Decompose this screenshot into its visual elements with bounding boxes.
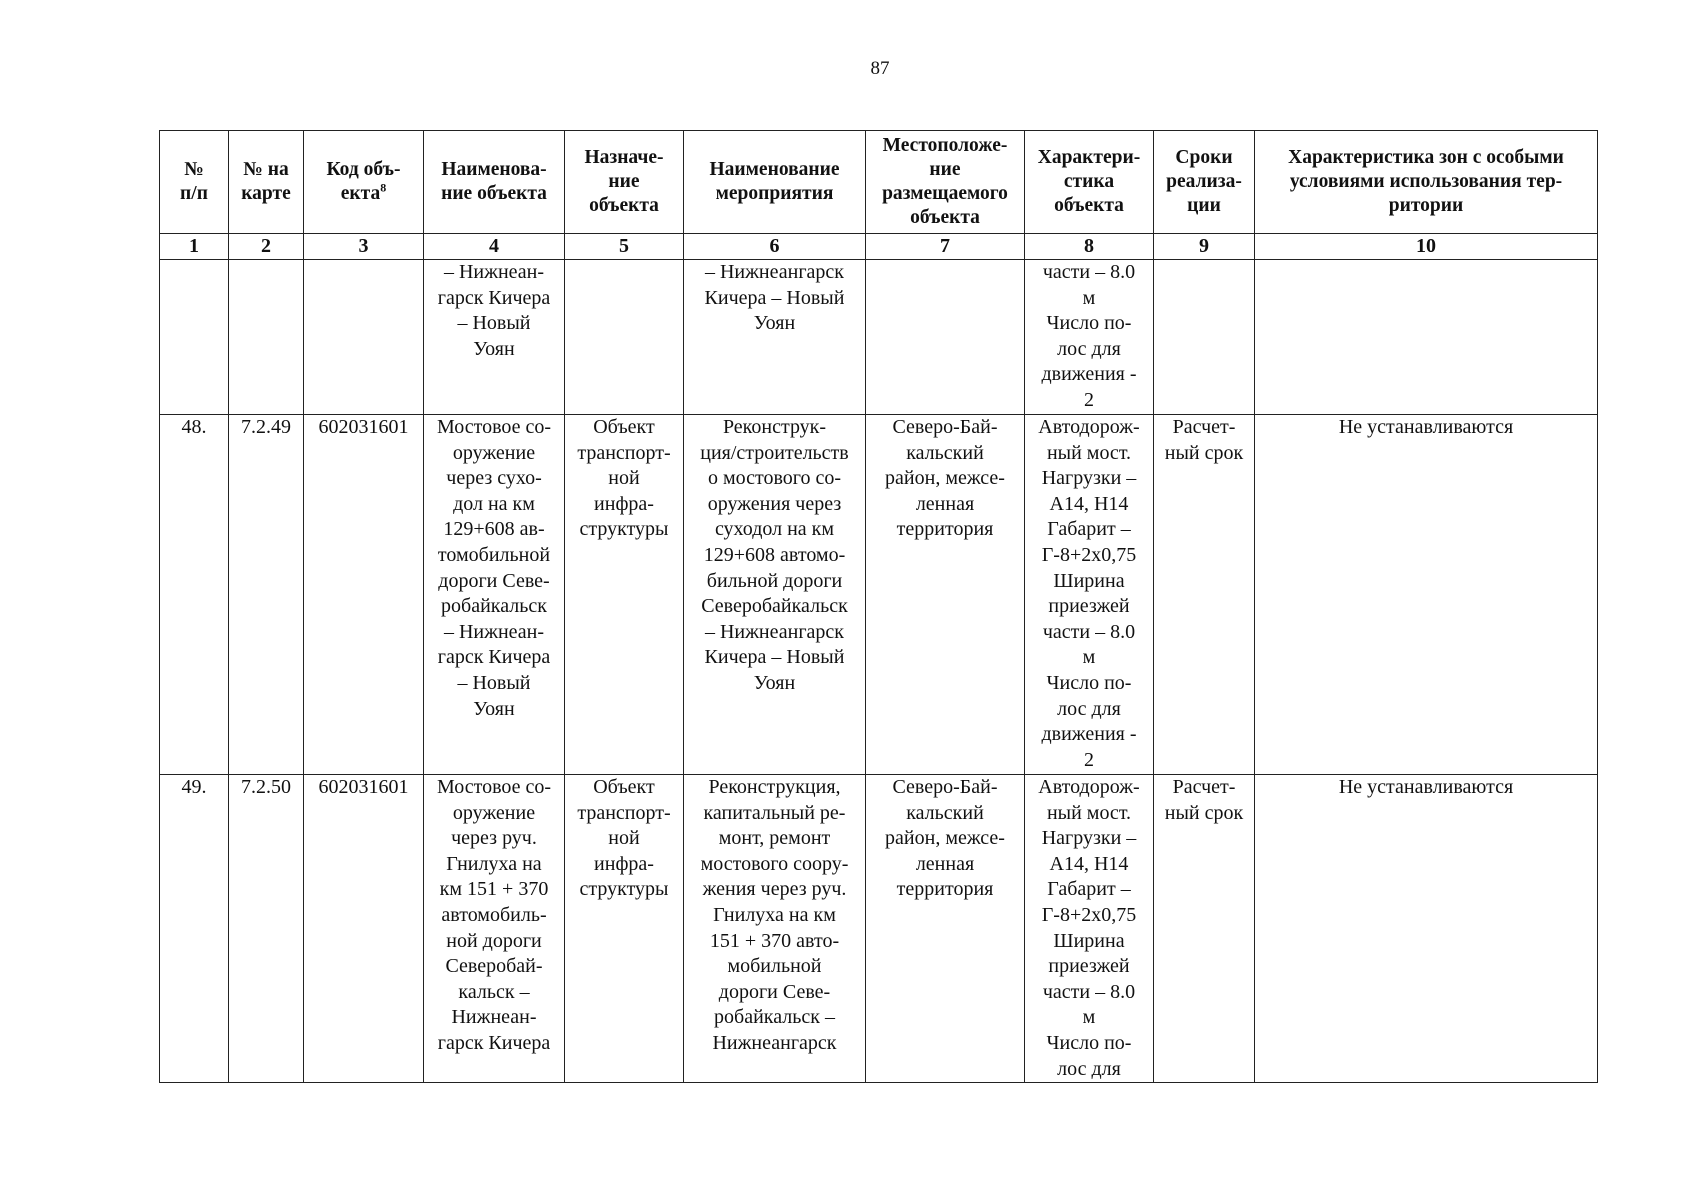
column-number: 7 bbox=[866, 234, 1025, 260]
column-number: 10 bbox=[1255, 234, 1598, 260]
cell-map-number: 7.2.50 bbox=[229, 775, 304, 1083]
cell-object-name: – Нижнеан- гарск Кичера – Новый Уоян bbox=[424, 260, 565, 415]
cell-row-number: 49. bbox=[160, 775, 229, 1083]
cell-characteristic: Автодорож- ный мост. Нагрузки – А14, Н14 Габарит – Г-8+2х0,75 Ширина приезжей части – 8.0 м Число по- лос для bbox=[1025, 775, 1154, 1083]
cell-characteristic: Автодорож- ный мост. Нагрузки – А14, Н14 Габарит – Г-8+2х0,75 Ширина приезжей части – 8.0 м Число по- лос для движения - 2 bbox=[1025, 415, 1154, 775]
cell-object-name: Мостовое со- оружение через руч. Гнилуха на км 151 + 370 автомобиль- ной дороги Северобай- кальск – Нижнеан- гарск Кичера bbox=[424, 775, 565, 1083]
header-measure-name: Наименование мероприятия bbox=[684, 131, 866, 234]
cell-characteristic: части – 8.0 м Число по- лос для движения - 2 bbox=[1025, 260, 1154, 415]
column-number: 3 bbox=[304, 234, 424, 260]
header-characteristic: Характери- стика объекта bbox=[1025, 131, 1154, 234]
header-zones: Характеристика зон с особыми условиями использования тер- ритории bbox=[1255, 131, 1598, 234]
header-row bbox=[160, 131, 1598, 234]
cell-map-number bbox=[229, 260, 304, 415]
cell-term: Расчет- ный срок bbox=[1154, 775, 1255, 1083]
table-row bbox=[160, 415, 1598, 775]
cell-location bbox=[866, 260, 1025, 415]
table-row bbox=[160, 775, 1598, 1083]
cell-object-purpose bbox=[565, 260, 684, 415]
cell-zones: Не устанавливаются bbox=[1255, 415, 1598, 775]
cell-zones bbox=[1255, 260, 1598, 415]
header-object-name: Наименова- ние объекта bbox=[424, 131, 565, 234]
page-number: 87 bbox=[870, 58, 890, 79]
cell-map-number: 7.2.49 bbox=[229, 415, 304, 775]
column-number: 2 bbox=[229, 234, 304, 260]
column-number: 8 bbox=[1025, 234, 1154, 260]
cell-row-number bbox=[160, 260, 229, 415]
column-number: 9 bbox=[1154, 234, 1255, 260]
cell-location: Северо-Бай- кальский район, межсе- ленная территория bbox=[866, 775, 1025, 1083]
cell-measure-name: Реконструкция, капитальный ре- монт, ремонт мостового соору- жения через руч. Гнилуха на км 151 + 370 авто- мобильной дороги Севе- робайкальск – Нижнеангарск bbox=[684, 775, 866, 1083]
cell-object-code bbox=[304, 260, 424, 415]
column-number: 1 bbox=[160, 234, 229, 260]
header-location: Местоположе- ние размещаемого объекта bbox=[866, 131, 1025, 234]
cell-object-purpose: Объект транспорт- ной инфра- структуры bbox=[565, 415, 684, 775]
cell-object-code: 602031601 bbox=[304, 775, 424, 1083]
header-object-purpose: Назначе- ние объекта bbox=[565, 131, 684, 234]
objects-table bbox=[159, 130, 1598, 1083]
cell-location: Северо-Бай- кальский район, межсе- ленная территория bbox=[866, 415, 1025, 775]
cell-measure-name: Реконструк- ция/строительств о мостового со- оружения через суходол на км 129+608 автомо- бильной дороги Северобайкальск – Нижнеангарск Кичера – Новый Уоян bbox=[684, 415, 866, 775]
header-object-code: Код объ- екта$^8$ bbox=[304, 131, 424, 234]
header-term: Сроки реализа- ции bbox=[1154, 131, 1255, 234]
cell-object-purpose: Объект транспорт- ной инфра- структуры bbox=[565, 775, 684, 1083]
column-number-row bbox=[160, 234, 1598, 260]
cell-term: Расчет- ный срок bbox=[1154, 415, 1255, 775]
cell-term bbox=[1154, 260, 1255, 415]
cell-row-number: 48. bbox=[160, 415, 229, 775]
cell-object-code: 602031601 bbox=[304, 415, 424, 775]
cell-zones: Не устанавливаются bbox=[1255, 775, 1598, 1083]
header-row-number: № п/п bbox=[160, 131, 229, 234]
column-number: 6 bbox=[684, 234, 866, 260]
cell-object-name: Мостовое со- оружение через сухо- дол на км 129+608 ав- томобильной дороги Севе- робайкальск – Нижнеан- гарск Кичера – Новый Уоян bbox=[424, 415, 565, 775]
column-number: 4 bbox=[424, 234, 565, 260]
header-map-number: № на карте bbox=[229, 131, 304, 234]
footnote-mark: 8 bbox=[380, 180, 387, 195]
table-row-continuation bbox=[160, 260, 1598, 415]
column-number: 5 bbox=[565, 234, 684, 260]
cell-measure-name: – Нижнеангарск Кичера – Новый Уоян bbox=[684, 260, 866, 415]
